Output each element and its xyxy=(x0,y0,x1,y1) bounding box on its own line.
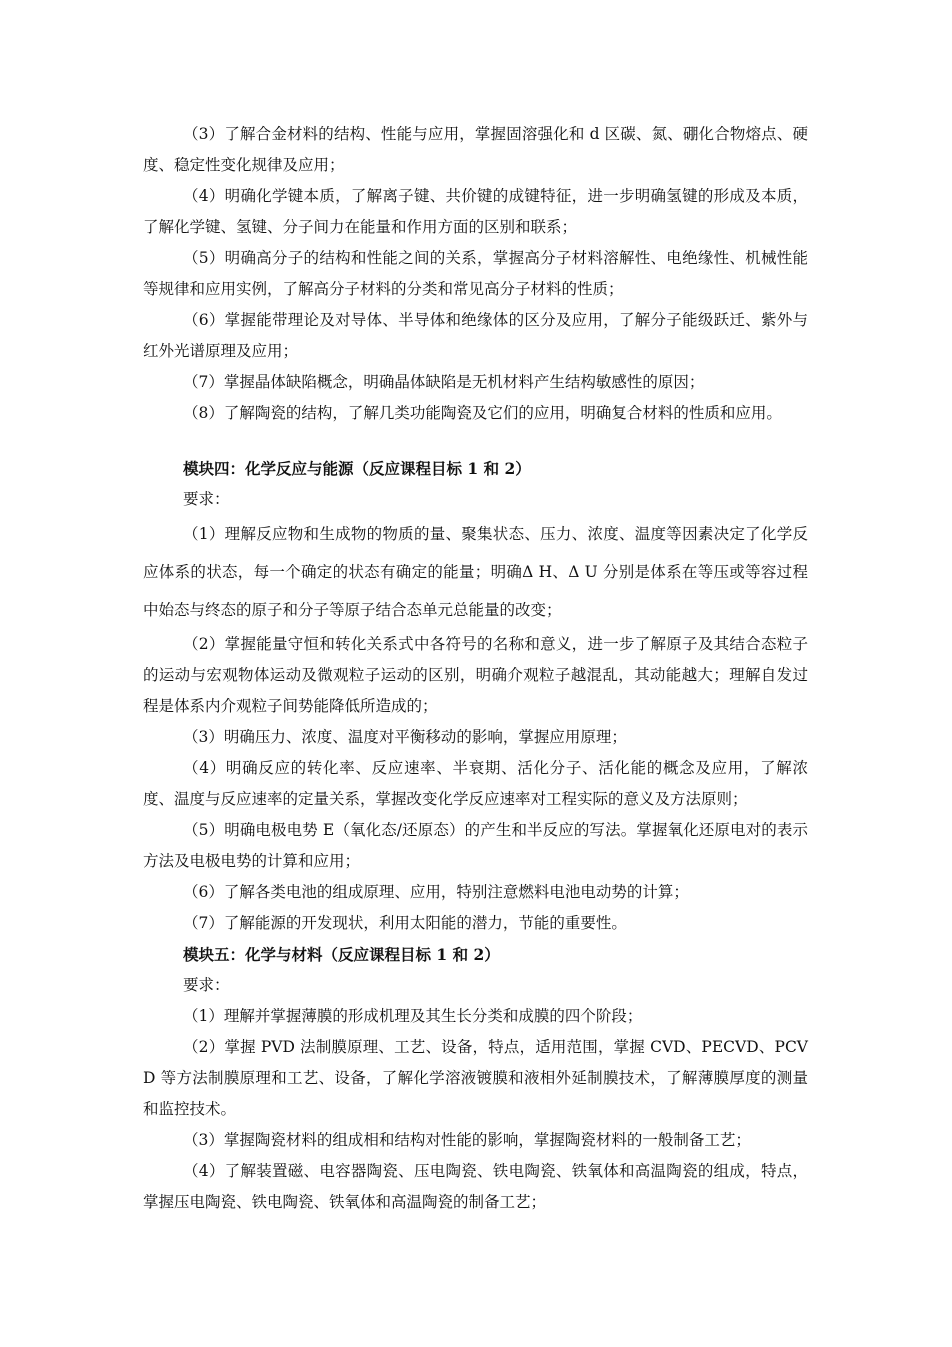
module4-item-7: （7）了解能源的开发现状，利用太阳能的潜力，节能的重要性。 xyxy=(183,914,627,932)
module4-item-6: （6）了解各类电池的组成原理、应用，特别注意燃料电池电动势的计算； xyxy=(183,883,689,901)
module4-requirements-label: 要求： xyxy=(183,490,230,508)
module5-item-4: （4）了解装置磁、电容器陶瓷、压电陶瓷、铁电陶瓷、铁氧体和高温陶瓷的组成，特点，掌握压电陶瓷、铁电陶瓷、铁氧体和高温陶瓷的制备工艺； xyxy=(143,1162,808,1211)
module3-item-5: （5）明确高分子的结构和性能之间的关系，掌握高分子材料溶解性、电绝缘性、机械性能等规律和应用实例，了解高分子材料的分类和常见高分子材料的性质； xyxy=(143,249,808,298)
module5-heading: 模块五：化学与材料（反应课程目标 1 和 2） xyxy=(183,945,500,964)
module4-item-5: （5）明确电极电势 E（氧化态/还原态）的产生和半反应的写法。掌握氧化还原电对的表示方法及电极电势的计算和应用； xyxy=(143,821,808,870)
module4-item-3: （3）明确压力、浓度、温度对平衡移动的影响，掌握应用原理； xyxy=(183,728,627,746)
module5-item-1: （1）理解并掌握薄膜的形成机理及其生长分类和成膜的四个阶段； xyxy=(183,1007,643,1025)
module4-item-2: （2）掌握能量守恒和转化关系式中各符号的名称和意义，进一步了解原子及其结合态粒子的运动与宏观物体运动及微观粒子运动的区别，明确介观粒子越混乱，其动能越大；理解自发过程是体系内介观粒子间势能降低所造成的； xyxy=(143,635,808,715)
module4-item-4: （4）明确反应的转化率、反应速率、半衰期、活化分子、活化能的概念及应用，了解浓度、温度与反应速率的定量关系，掌握改变化学反应速率对工程实际的意义及方法原则； xyxy=(143,759,808,808)
module3-item-3: （3）了解合金材料的结构、性能与应用，掌握固溶强化和 d 区碳、氮、硼化合物熔点、硬度、稳定性变化规律及应用； xyxy=(143,125,808,174)
module3-item-8: （8）了解陶瓷的结构，了解几类功能陶瓷及它们的应用，明确复合材料的性质和应用。 xyxy=(183,404,782,422)
module3-item-4: （4）明确化学键本质，了解离子键、共价键的成键特征，进一步明确氢键的形成及本质，了解化学键、氢键、分子间力在能量和作用方面的区别和联系； xyxy=(143,187,808,236)
module5-requirements-label: 要求： xyxy=(183,976,230,994)
module4-heading: 模块四：化学反应与能源（反应课程目标 1 和 2） xyxy=(183,459,531,478)
module3-item-6: （6）掌握能带理论及对导体、半导体和绝缘体的区分及应用，了解分子能级跃迁、紫外与红外光谱原理及应用； xyxy=(143,311,808,360)
module4-item-1: （1）理解反应物和生成物的物质的量、聚集状态、压力、浓度、温度等因素决定了化学反应体系的状态，每一个确定的状态有确定的能量；明确Δ H、Δ U 分别是体系在等压或等容过程中始态与终态的原子和分子等原子结合态单元总能量的改变； xyxy=(143,525,808,619)
module5-item-3: （3）掌握陶瓷材料的组成相和结构对性能的影响，掌握陶瓷材料的一般制备工艺； xyxy=(183,1131,751,1149)
document-page xyxy=(143,119,808,1218)
module5-item-2: （2）掌握 PVD 法制膜原理、工艺、设备，特点，适用范围，掌握 CVD、PECVD、PCVD 等方法制膜原理和工艺、设备，了解化学溶液镀膜和液相外延制膜技术，了解薄膜厚度的测量和监控技术。 xyxy=(143,1038,808,1118)
module3-item-7: （7）掌握晶体缺陷概念，明确晶体缺陷是无机材料产生结构敏感性的原因； xyxy=(183,373,705,391)
